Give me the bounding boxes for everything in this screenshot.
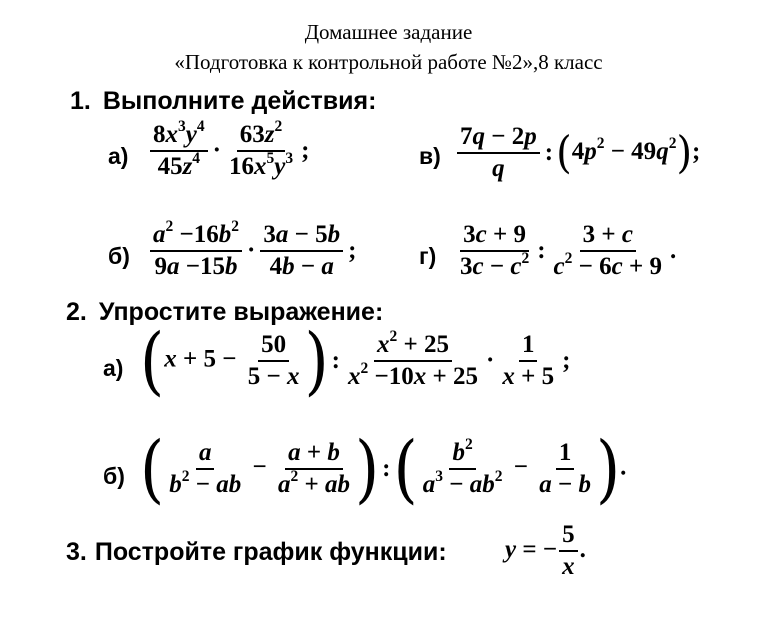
task-3-text: Постройте график функции:: [94, 538, 447, 566]
task-2a-expression: (x + 5 − $\frac{50}{5 - x}$ ) : $\frac{x^2 + 25}{x^2 -10x + 25}$ · $\frac{1}{x + 5}$ ;: [140, 316, 571, 405]
task-1a-label: а): [108, 143, 129, 169]
task-2-number: 2.: [66, 298, 87, 326]
task-1-number: 1.: [70, 87, 91, 115]
task-1v-expression: $\frac{7q - 2p}{q}$ $:(4p^2 - 49q^2)$;: [455, 124, 700, 183]
document-subtitle: «Подготовка к контрольной работе №2»,8 класс: [174, 50, 603, 74]
task-2-heading: [66, 298, 383, 327]
task-2b-label: б): [103, 463, 125, 489]
task-3-heading: [66, 538, 447, 567]
task-1a-expression: $\frac{8x^3y^4}{45z^4}$ · $\frac{63z^2}{16x^5y^3}$ ;: [148, 122, 312, 181]
task-1b-expression: $\frac{a^2 -16b^2}{9a -15b}$ · $\frac{3a - 5b}{4b - a}$ ;: [148, 222, 359, 281]
task-1b-label: б): [108, 243, 130, 269]
document-title: Домашнее задание: [304, 20, 473, 44]
task-2b-expression: ( $\frac{a}{b^2 - ab}$ − $\frac{a + b}{a^2 + ab}$ ) :( $\frac{b^2}{a^3 - ab^2}$ − $\frac{1}{a - b}$ ).: [140, 424, 627, 513]
task-3-number: 3.: [66, 538, 87, 566]
task-3-function: y = − $\frac{5}{x}$ .: [505, 521, 586, 581]
task-1g-label: г): [419, 243, 437, 269]
task-1g-expression: $\frac{3c + 9}{3c - c^2}$ : $\frac{3 + c}{c^2 - 6c + 9}$ .: [460, 221, 677, 281]
task-1-text: Выполните действия:: [102, 87, 377, 115]
task-2-text: Упростите выражение:: [98, 298, 384, 326]
task-2a-label: а): [103, 355, 124, 381]
task-1v-label: в): [419, 143, 441, 169]
task-1-heading: [70, 87, 376, 116]
